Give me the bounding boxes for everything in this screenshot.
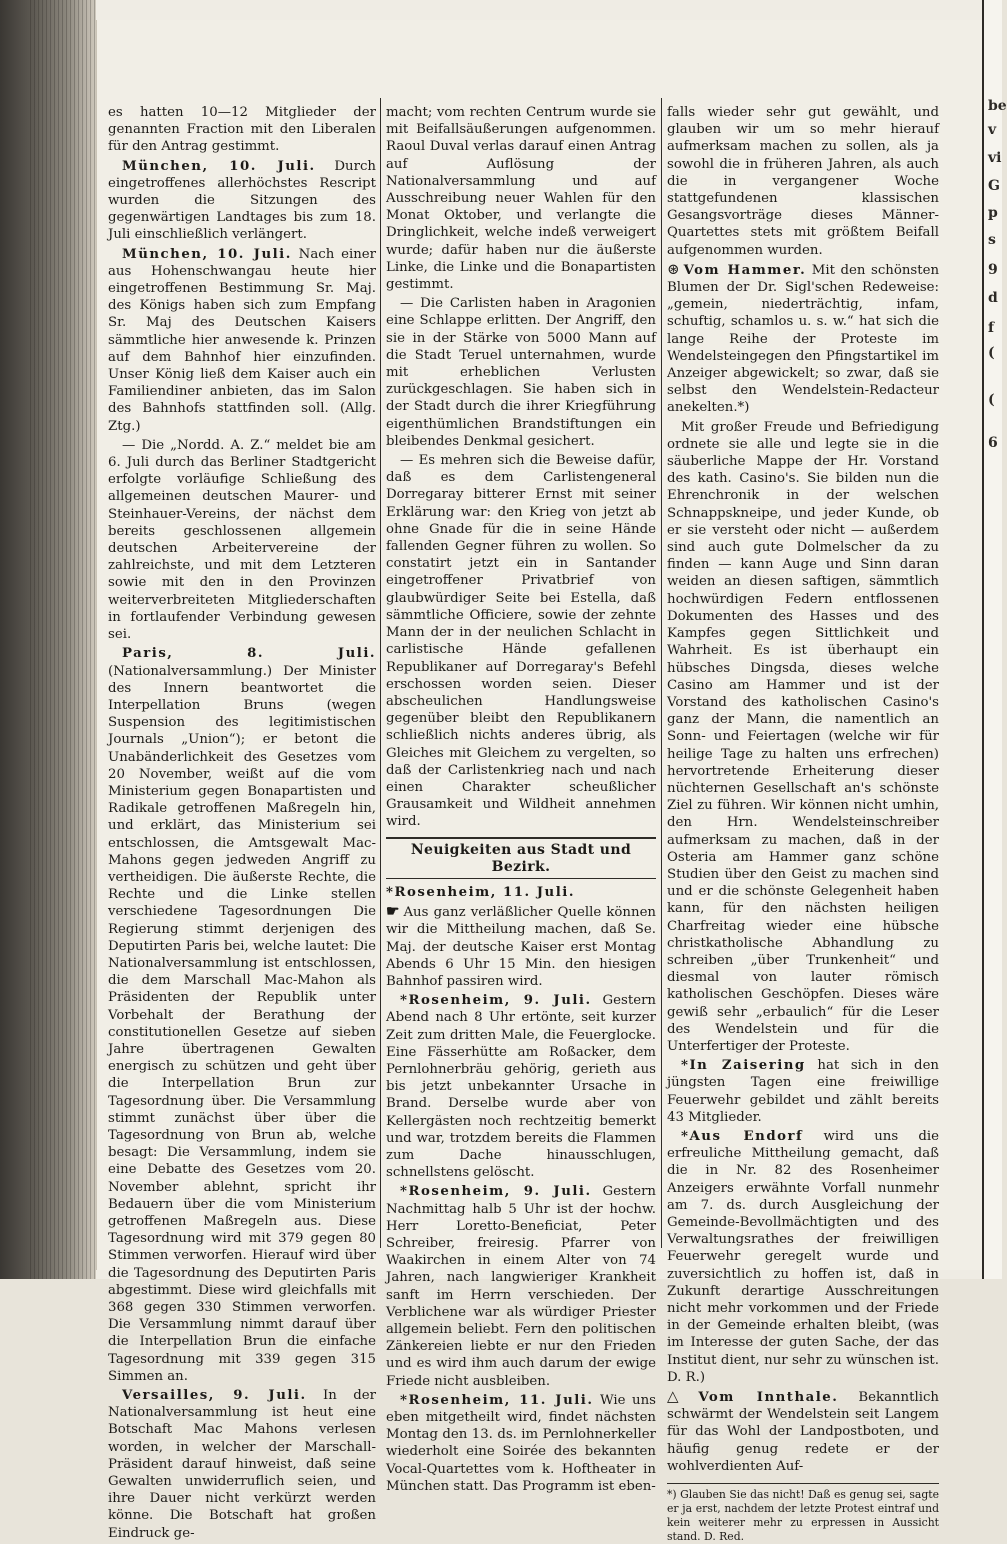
paragraph-text: Durch eingetroffenes allerhöchstes Rescript wurden die Sitzungen des gegenwärtigen Landtages bis zum 18. Juli einschließlich verlängert. xyxy=(108,158,376,243)
article-paragraph xyxy=(108,645,376,1385)
article-paragraph xyxy=(386,295,656,450)
article-paragraph xyxy=(386,992,656,1181)
column-2 xyxy=(386,104,656,1494)
paragraph-text: hat sich in den jüngsten Tagen eine freiwillige Feuerwehr gebildet und zählt bereits 43 Mitglieder. xyxy=(667,1058,939,1125)
article-paragraph xyxy=(386,104,656,293)
dateline: Paris, 8. Juli. xyxy=(122,646,376,662)
dateline: München, 10. Juli. xyxy=(122,158,316,174)
column-rule-2 xyxy=(661,98,662,1248)
paragraph-text: Aus ganz verläßlicher Quelle können wir die Mittheilung machen, daß Se. Maj. der deutsche Kaiser erst Montag Abends 6 Uhr 15 Min. den hiesigen Bahnhof passiren wird. xyxy=(386,905,656,989)
paragraph-text: wird uns die erfreuliche Mittheilung gemacht, daß die in Nr. 82 des Rosenheimer Anzeigers erwähnte Vorfall nunmehr am 7. ds. durch Ausgleichung der Gemeinde-Bevollmächtigten und des Verwaltungsrathes der freiwilligen Feuerwehr geregelt wurde und zuversichtlich zu hoffen ist, daß in Zukunft derartige Ausschreitungen nicht mehr vorkommen und der Friede in der Gemeinde erhalten bleibt, (was im Interesse der guten Sache, der das Institut dient, nur sehr zu wünschen ist. D. R.) xyxy=(667,1128,939,1385)
next-page-text-fragment: ( xyxy=(988,345,995,361)
article-paragraph xyxy=(386,884,656,901)
next-page-text-fragment: vi xyxy=(988,150,1002,166)
article-paragraph xyxy=(108,104,376,156)
dateline: München, 10. Juli. xyxy=(122,246,292,262)
page-edges xyxy=(30,0,96,1279)
article-paragraph xyxy=(386,1392,656,1495)
paragraph-text: Mit den schönsten Blumen der Dr. Sigl'schen Redeweise: „gemein, niederträchtig, infam, schuftig, schamlos u. s. w.“ hat sich die lange Reihe der Proteste im Wendelsteingegen den Pfingstartikel im Anzeiger abgewickelt; so zwar, daß sie selbst den Wendelstein-Redacteur anekelten.*) xyxy=(667,262,940,416)
next-page-text-fragment: d xyxy=(988,290,998,306)
paragraph-text: es hatten 10—12 Mitglieder der genannten Fraction mit den Liberalen für den Antrag gestimmt. xyxy=(108,105,376,155)
paragraph-text: — Die „Nordd. A. Z.“ meldet bie am 6. Juli durch das Berliner Stadtgericht erfolgte vorläufige Schließung des allgemeinen deutschen Maurer- und Steinhauer-Vereins, der nächst dem bereits geschlossenen allgemein deutschen Arbeitervereine der zahlreichste, und mit dem Letzteren sowie mit den in den Provinzen weiterverbreiteten Mitgliederschaften in fortlaufender Verbindung gewesen sei. xyxy=(108,437,376,643)
next-page-text-fragment: 6 xyxy=(988,435,998,451)
next-page-text-fragment: s xyxy=(988,232,996,248)
next-page-text-fragment: 9 xyxy=(988,262,998,278)
paragraph-text: Wie uns eben mitgetheilt wird, findet nächsten Montag den 13. ds. im Pernlohnerkeller wiederholt eine Soirée des bekannten Vocal-Quartettes vom k. Hoftheater in München statt. Das Programm ist eben- xyxy=(386,1392,656,1494)
dateline: Versailles, 9. Juli. xyxy=(122,1388,307,1404)
paragraph-text: Gestern Abend nach 8 Uhr ertönte, seit kurzer Zeit zum dritten Male, die Feuerglocke. Eine Fässerhütte am Roßacker, dem Pernlohnerbräu gehörig, gerieth aus bis jetzt unbekannter Ursache in Brand. Derselbe wurde aber von Kellergästen noch rechtzeitig bemerkt und war, trotzdem bereits die Flammen zum Dache hinausschlugen, schnellstens gelöscht. xyxy=(386,993,656,1181)
next-page-text-fragment: G xyxy=(988,178,1000,194)
dateline: *Rosenheim, 11. Juli. xyxy=(386,884,575,900)
article-paragraph xyxy=(386,452,656,830)
article-paragraph xyxy=(108,437,376,643)
dateline: Vom Hammer. xyxy=(683,262,807,278)
paragraph-text: Nach einer aus Hohenschwangau heute hier eingetroffenen Bestimmung Sr. Maj. des Königs haben sich zum Empfang Sr. Maj des Deutschen Kaisers sämmtliche hier anwesende k. Prinzen auf dem Bahnhof hier einzufinden. Unser König ließ dem Kaiser auch ein Familiendiner anbieten, das im Salon des Bahnhofs stattfinden soll. (Allg. Ztg.) xyxy=(108,246,376,434)
article-paragraph xyxy=(386,1183,656,1389)
dateline: *In Zaisering xyxy=(681,1058,806,1074)
paragraph-text: Bekanntlich schwärmt der Wendelstein seit Langem für das Wohl der Landpostboten, und häufig genug redete er der wohlverdienten Auf- xyxy=(667,1390,939,1474)
paragraph-text: — Die Carlisten haben in Aragonien eine Schlappe erlitten. Der Angriff, den sie in der Stärke von 5000 Mann auf die Stadt Teruel unternahmen, wurde mit erheblichen Verlusten zurückgeschlagen. Sie haben sich in der Stadt durch die ihrer Kriegführung eigenthümlichen Brandstiftungen ein bleibendes Denkmal gesichert. xyxy=(386,296,656,449)
article-paragraph xyxy=(108,246,376,435)
section-marker-icon: △ xyxy=(667,1387,695,1406)
column-rule-1 xyxy=(380,98,381,1248)
article-paragraph xyxy=(667,261,939,417)
paragraph-text: — Es mehren sich die Beweise dafür, daß es dem Carlistengeneral Dorregaray bitterer Ernst mit seiner Erklärung war: den Krieg von jetzt ab ohne Gnade für die in seine Hände fallenden Gegner führen zu wollen. So constatirt jetzt ein in Santander eingetroffener Privatbrief von glaubwürdiger Seite bei Estella, daß sämmtliche Officiere, sowie der zehnte Mann der in der neulichen Schlacht in carlistische Hände gefallenen Republikaner auf Dorregaray's Befehl erschossen worden seien. Dieser abscheulichen Handlungsweise gegenüber bleibt den Republikanern schließlich nichts anderes übrig, als Gleiches mit Gleichem zu vergelten, so daß der Carlistenkrieg nach und nach einen Charakter scheußlicher Grausamkeit und Wildheit annehmen wird. xyxy=(386,453,656,830)
next-page-text-fragment: ( xyxy=(988,392,995,408)
next-page-text-fragment: v xyxy=(988,122,997,138)
article-paragraph xyxy=(667,419,939,1056)
column-3 xyxy=(667,104,940,1544)
section-heading: Neuigkeiten aus Stadt und Bezirk. xyxy=(386,837,656,879)
next-page-text-fragment: be xyxy=(988,98,1007,114)
dateline: *Rosenheim, 9. Juli. xyxy=(400,993,592,1009)
article-paragraph xyxy=(108,1387,376,1542)
article-paragraph xyxy=(108,158,376,244)
dateline: Vom Innthale. xyxy=(698,1390,839,1406)
paragraph-text: falls wieder sehr gut gewählt, und glauben wir um so mehr hierauf aufmerksam machen zu sollen, als ja sowohl die in früheren Jahren, als auch die in vergangener Woche stattgefundenen klassischen Gesangsvorträge dieses Männer-Quartettes stets mit größtem Beifall aufgenommen wurden. xyxy=(667,105,939,258)
article-paragraph xyxy=(386,903,656,990)
paragraph-text: Mit großer Freude und Befriedigung ordnete sie alle und legte sie in die säuberliche Mappe der Hr. Vorstand des kath. Casino's. Sie bilden nun die Ehrenchronik in der welschen Schnappskneipe, und jeder Kunde, ob er sie versteht oder nicht — außerdem sind auch gute Dolmelscher da zu finden — kann Auge und Sinn daran weiden an diesen saftigen, sämmtlich hochwürdigen Federn entflossenen Dokumenten des Hasses und des Kampfes gegen Sittlichkeit und Wahrheit. Es ist überhaupt ein hübsches Dingsda, dieses welche Casino am Hammer und ist der Vorstand des katholischen Casino's ganz der Mann, die namentlich an Sonn- und Feiertagen (welche wir für heilige Tage zu halten uns erfrechen) hervortretende Erheiterung dieser nüchternen Gesellschaft an's schönste Ziel zu führen. Wir können nicht umhin, den Hrn. Wendelsteinschreiber aufmerksam zu machen, daß in der Osteria am Hammer ganz schöne Studien über den Geist zu machen sind und er die schönste Gelegenheit haben kann, für den nächsten heiligen Charfreitag wieder eine hübsche christkatholische Abhandlung zu schreiben „über Trunkenheit“ und diesmal von lauter römisch katholischen Geschöpfen. Dieses wäre gewiß sehr „erbaulich“ für die Leser des Wendelstein und für die Unterfertiger der Proteste. xyxy=(667,419,939,1054)
footnote-text: *) Glauben Sie das nicht! Daß es genug sei, sagte er ja erst, nachdem der letzte Protest eintraf und kein weiterer mehr zu erpressen in Aussicht stand. D. Red. xyxy=(667,1488,939,1544)
next-page-text-fragment: f xyxy=(988,320,995,336)
paragraph-text: macht; vom rechten Centrum wurde sie mit Beifallsäußerungen aufgenommen. Raoul Duval verlas darauf einen Antrag auf Auflösung der Nationalversammlung und auf Ausschreibung neuer Wahlen für den Monat Oktober, und verlangte die Dringlichkeit, welche indeß verweigert wurde; dafür haben nur die äußerste Linke, die Linke und die Bonapartisten gestimmt. xyxy=(386,105,656,293)
dateline: *Aus Endorf xyxy=(681,1128,804,1144)
dateline: *Rosenheim, 11. Juli. xyxy=(400,1392,594,1408)
pointing-hand-icon: ☛ xyxy=(386,902,400,921)
next-page-text-fragment: p xyxy=(988,205,998,221)
paragraph-text: In der Nationalversammlung ist heut eine Botschaft Mac Mahons verlesen worden, in welcher der Marschall-Präsident darauf hinweist, daß seine Gewalten unwiderruflich seien, und ihre Dauer nicht verkürzt werden könne. Die Botschaft hat großen Eindruck ge- xyxy=(108,1388,376,1541)
footnote xyxy=(667,1483,939,1544)
article-paragraph xyxy=(667,1057,939,1126)
paragraph-text: (Nationalversammlung.) Der Minister des Innern beantwortet die Interpellation Bruns (wegen Suspension des legitimistischen Journals „Union“); er betont die Unabänderlichkeit des Gesetzes vom 20 November, weißt auf die vom Ministerium gegen Bonapartisten und Radikale getroffenen Maßregeln hin, und erklärt, das Ministerium sei entschlossen, die Amtsgewalt Mac-Mahons gegen jedweden Angriff zu vertheidigen. Die äußerste Rechte, die Rechte und die Linke stellen verschiedene Tagesordnungen Die Regierung stimmt derjenigen des Deputirten Paris bei, welche lautet: Die Nationalversammlung ist entschlossen, die dem Marschall Mac-Mahon als Präsidenten der Republik unter Vorbehalt der Berathung der constitutionellen Gesetze auf sieben Jahre übertragenen Gewalten energisch zu schützen und geht über die Interpellation Brun zur Tagesordnung über. Die Versammlung stimmt zunächst über über die Tagesordnung von Brun ab, welche besagt: Die Versammlung, indem sie eine Debatte des Gesetzes vom 20. November ablehnt, spricht ihr Bedauern über die vom Ministerium getroffenen Maßregeln aus. Diese Tagesordnung wird mit 379 gegen 80 Stimmen verworfen. Hierauf wird über die Tagesordnung des Deputirten Paris abgestimmt. Diese wird gleichfalls mit 368 gegen 330 Stimmen verworfen. Die Versammlung nimmt darauf über die Interpellation Brun die einfache Tagesordnung mit 339 gegen 315 Simmen an. xyxy=(108,663,376,1384)
section-marker-icon: ⊛ xyxy=(667,259,680,278)
dateline: *Rosenheim, 9. Juli. xyxy=(400,1184,592,1200)
article-paragraph xyxy=(667,1128,939,1386)
next-page-edge xyxy=(982,0,1007,1279)
article-paragraph xyxy=(667,1388,939,1475)
column-1 xyxy=(108,104,376,1541)
paragraph-text: Gestern Nachmittag halb 5 Uhr ist der hochw. Herr Loretto-Beneficiat, Peter Schreiber, freiresig. Pfarrer von Waakirchen in einem Alter von 74 Jahren, nach langwieriger Krankheit sanft im Herrn verschieden. Der Verblichene war als würdiger Priester allgemein beliebt. Fern den politischen Zänkereien liebte er nur den Frieden und es wird ihm auch darum der ewige Friede nicht ausbleiben. xyxy=(386,1184,656,1389)
article-paragraph xyxy=(667,104,939,259)
